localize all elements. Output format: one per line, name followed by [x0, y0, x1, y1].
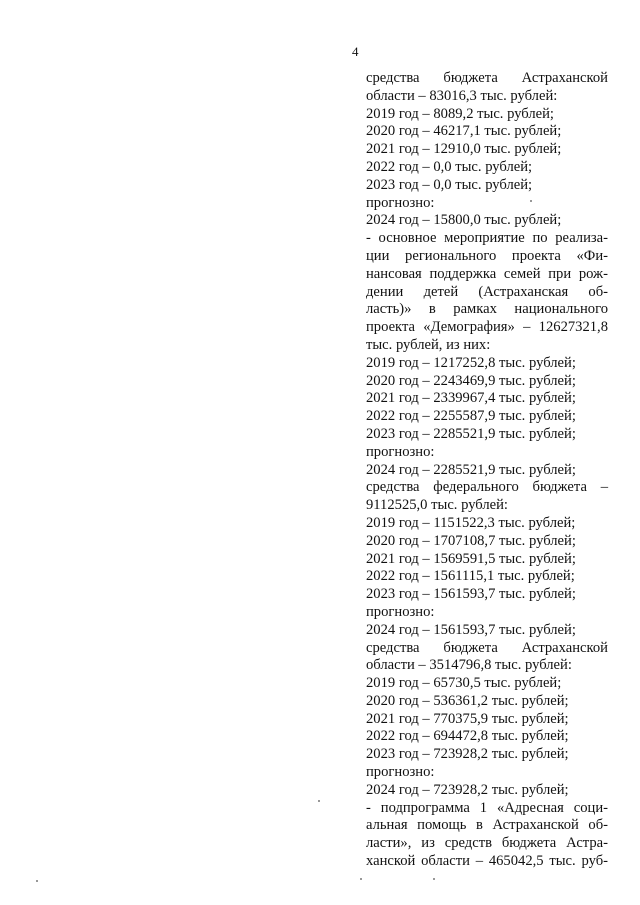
scan-speck	[318, 800, 320, 802]
text-line: - основное мероприятие по реализа-	[366, 230, 608, 247]
text-line: 2019 год – 1217252,8 тыс. рублей;	[366, 354, 576, 371]
text-line: 2024 год – 2285521,9 тыс. рублей;	[366, 461, 576, 478]
text-line: 2024 год – 15800,0 тыс. рублей;	[366, 212, 562, 229]
text-line: дении детей (Астраханская об-	[366, 283, 608, 300]
text-line: ханской области – 465042,5 тыс. руб-	[366, 853, 608, 870]
text-line: 9112525,0 тыс. рублей:	[366, 497, 508, 514]
text-line: прогнозно:	[366, 764, 435, 781]
text-line: 2023 год – 723928,2 тыс. рублей;	[366, 746, 569, 763]
scan-speck	[36, 880, 38, 882]
text-line: ции регионального проекта «Фи-	[366, 247, 608, 264]
text-line: 2020 год – 536361,2 тыс. рублей;	[366, 692, 569, 709]
text-line: средства федерального бюджета –	[366, 479, 608, 496]
text-line: 2024 год – 1561593,7 тыс. рублей;	[366, 621, 576, 638]
text-line: средства бюджета Астраханской	[366, 70, 608, 86]
text-line: 2021 год – 1569591,5 тыс. рублей;	[366, 550, 576, 567]
text-line: 2020 год – 2243469,9 тыс. рублей;	[366, 372, 576, 389]
text-line: прогнозно:	[366, 194, 435, 211]
text-line: 2021 год – 770375,9 тыс. рублей;	[366, 710, 569, 727]
text-line: проекта «Демография» – 12627321,8	[366, 319, 608, 336]
text-line: альная помощь в Астраханской об-	[366, 817, 608, 834]
text-line: 2024 год – 723928,2 тыс. рублей;	[366, 781, 569, 798]
text-line: ласть)» в рамках национального	[366, 301, 608, 318]
text-line: 2020 год – 1707108,7 тыс. рублей;	[366, 532, 576, 549]
text-line: 2019 год – 8089,2 тыс. рублей;	[366, 105, 554, 122]
text-line: 2021 год – 2339967,4 тыс. рублей;	[366, 390, 576, 407]
text-line: - подпрограмма 1 «Адресная соци-	[366, 799, 608, 816]
text-line: нансовая поддержка семей при рож-	[366, 265, 608, 282]
text-line: 2022 год – 2255587,9 тыс. рублей;	[366, 408, 576, 425]
text-line: 2020 год – 46217,1 тыс. рублей;	[366, 123, 562, 140]
scan-speck	[530, 200, 532, 202]
text-line: 2019 год – 65730,5 тыс. рублей;	[366, 675, 562, 692]
text-line: области – 83016,3 тыс. рублей:	[366, 87, 558, 104]
text-column	[366, 70, 608, 871]
text-line: 2021 год – 12910,0 тыс. рублей;	[366, 141, 562, 158]
text-line: 2022 год – 1561115,1 тыс. рублей;	[366, 568, 575, 585]
text-line: прогнозно:	[366, 443, 435, 460]
text-line: 2022 год – 694472,8 тыс. рублей;	[366, 728, 569, 745]
text-line: тыс. рублей, из них:	[366, 336, 491, 353]
page-number: 4	[352, 44, 359, 59]
scan-speck	[360, 878, 362, 880]
text-line: 2022 год – 0,0 тыс. рублей;	[366, 158, 533, 175]
text-line: 2019 год – 1151522,3 тыс. рублей;	[366, 514, 576, 531]
text-line: 2023 год – 1561593,7 тыс. рублей;	[366, 586, 576, 603]
text-line: 2023 год – 0,0 тыс. рублей;	[366, 176, 533, 193]
text-line: ласти», из средств бюджета Астра-	[366, 835, 608, 852]
scan-speck	[433, 878, 435, 880]
text-line: 2023 год – 2285521,9 тыс. рублей;	[366, 425, 576, 442]
text-line: средства бюджета Астраханской	[366, 639, 608, 656]
text-line: прогнозно:	[366, 603, 435, 620]
text-line: области – 3514796,8 тыс. рублей:	[366, 657, 572, 674]
